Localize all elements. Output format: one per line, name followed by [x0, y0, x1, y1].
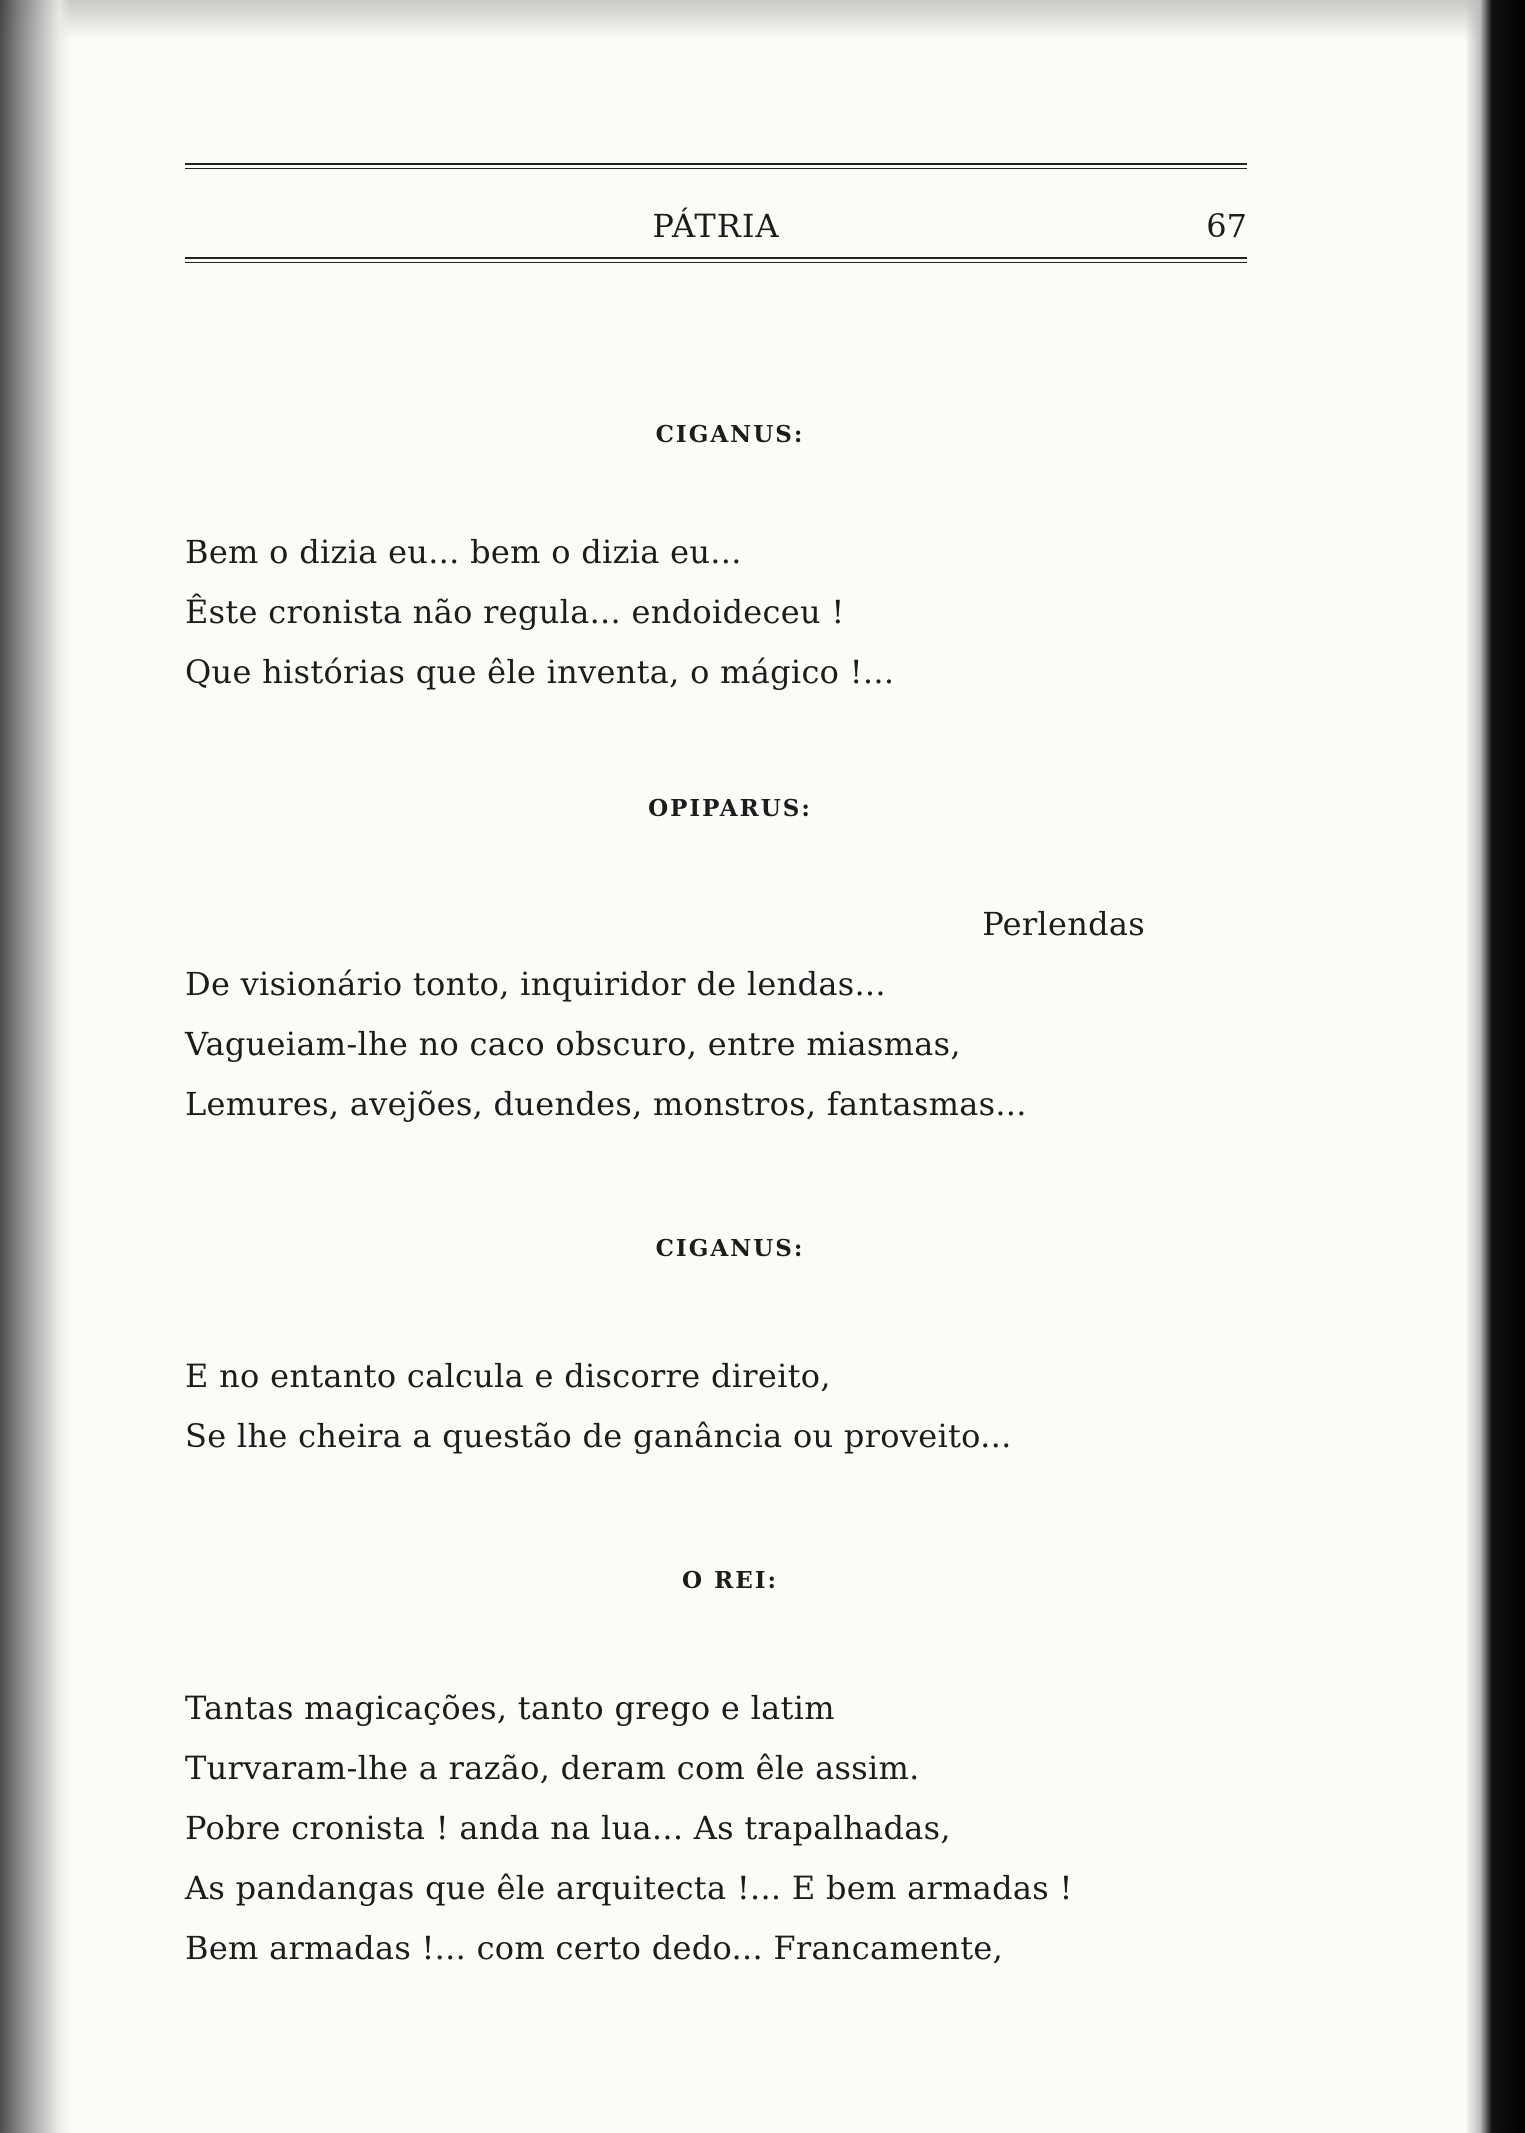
header-rule-bottom: [185, 257, 1247, 263]
verse-line: Se lhe cheira a questão de ganância ou proveito...: [185, 1417, 1012, 1455]
verse-line: Pobre cronista ! anda na lua... As trapalhadas,: [185, 1809, 951, 1847]
scan-edge-top: [0, 0, 1525, 40]
page-number: 67: [1206, 207, 1247, 245]
running-header: [185, 163, 1247, 263]
verse-line: Bem armadas !... com certo dedo... Francamente,: [185, 1929, 1004, 1967]
speaker-name: CIGANUS:: [655, 421, 805, 448]
speech: [185, 1678, 1185, 1978]
speech: [185, 522, 1185, 702]
speech: [185, 1346, 1185, 1466]
play-text: [185, 420, 1185, 1978]
verse-line: Bem o dizia eu... bem o dizia eu...: [185, 533, 742, 571]
verse-line: Que histórias que êle inventa, o mágico !...: [185, 653, 895, 691]
speaker-name: CIGANUS:: [655, 1235, 805, 1262]
speaker-name: O REI:: [682, 1567, 778, 1594]
verse-line: As pandangas que êle arquitecta !... E bem armadas !: [185, 1869, 1073, 1907]
speaker-name: OPIPARUS:: [648, 795, 812, 822]
header-row: [185, 169, 1247, 257]
running-title: PÁTRIA: [652, 207, 780, 245]
verse-line: Perlendas: [982, 905, 1145, 943]
verse-line: Tantas magicações, tanto grego e latim: [185, 1689, 835, 1727]
verse-line: De visionário tonto, inquiridor de lendas...: [185, 965, 886, 1003]
verse-line: E no entanto calcula e discorre direito,: [185, 1357, 831, 1395]
binding-shadow-left: [0, 0, 70, 2133]
verse-line: Turvaram-lhe a razão, deram com êle assim.: [185, 1749, 920, 1787]
verse-line: Vagueiam-lhe no caco obscuro, entre miasmas,: [185, 1025, 961, 1063]
binding-shadow-right: [1465, 0, 1525, 2133]
verse-line: Êste cronista não regula... endoideceu !: [185, 593, 845, 631]
speech: [185, 894, 1185, 1134]
verse-line: Lemures, avejões, duendes, monstros, fantasmas...: [185, 1085, 1027, 1123]
